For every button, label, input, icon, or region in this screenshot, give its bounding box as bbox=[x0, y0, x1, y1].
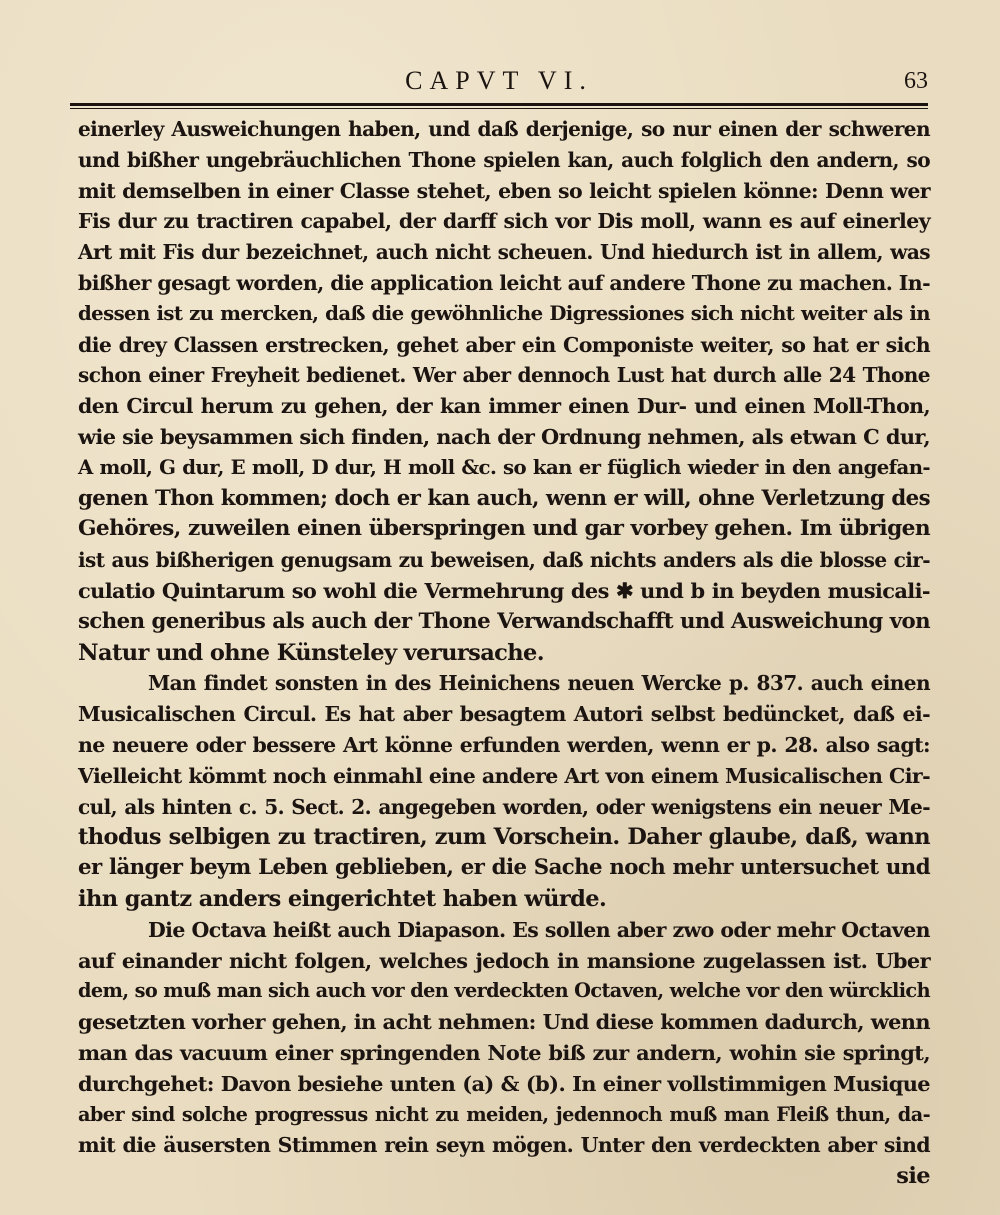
catchword: sie bbox=[896, 1163, 930, 1190]
text-line: Gehöres, zuweilen einen überspringen und gar vorbey gehen. Im übrigen bbox=[78, 516, 930, 542]
text-line: dessen ist zu mercken, daß die gewöhnliche Digressiones sich nicht weiter als in bbox=[78, 301, 930, 325]
text-line: A moll, G dur, E moll, D dur, H moll &c. so kan er füglich wieder in den angefan- bbox=[78, 455, 930, 479]
text-line: Musicalischen Circul. Es hat aber besagtem Autori selbst bedüncket, daß ei- bbox=[78, 702, 930, 727]
text-line: thodus selbigen zu tractiren, zum Vorschein. Daher glaube, daß, wann bbox=[78, 824, 930, 851]
text-line: bißher gesagt worden, die application leicht auf andere Thone zu machen. In- bbox=[78, 270, 930, 295]
text-line: schon einer Freyheit bedienet. Wer aber dennoch Lust hat durch alle 24 Thone bbox=[78, 363, 930, 388]
text-line: durchgehet: Davon besiehe unten (a) & (b). In einer vollstimmigen Musique bbox=[78, 1070, 930, 1096]
text-line: gesetzten vorher gehen, in acht nehmen: Und diese kommen dadurch, wenn bbox=[78, 1009, 930, 1035]
text-line: ihn gantz anders eingerichtet haben würde. bbox=[78, 885, 607, 912]
text-line: einerley Ausweichungen haben, und daß derjenige, so nur einen der schweren bbox=[78, 117, 930, 141]
running-header bbox=[70, 66, 928, 100]
text-line: und bißher ungebräuchlichen Thone spielen kan, auch folglich den andern, so bbox=[78, 147, 930, 172]
body-text bbox=[78, 114, 930, 1192]
text-line: cul, als hinten c. 5. Sect. 2. angegeben worden, oder wenigstens ein neuer Me- bbox=[78, 794, 930, 819]
text-line: genen Thon kommen; doch er kan auch, wenn er will, ohne Verletzung des bbox=[78, 485, 930, 511]
text-line: die drey Classen erstrecken, gehet aber ein Componiste weiter, so hat er sich bbox=[78, 332, 930, 357]
text-line: ne neuere oder bessere Art könne erfunden werden, wenn er p. 28. also sagt: bbox=[78, 732, 930, 757]
text-line: er länger beym Leben geblieben, er die Sache noch mehr untersuchet und bbox=[78, 855, 930, 881]
text-line: ist aus bißherigen genugsam zu beweisen, daß nichts anders als die blosse cir- bbox=[78, 548, 930, 573]
text-line: Man findet sonsten in des Heinichens neuen Wercke p. 837. auch einen bbox=[148, 671, 930, 696]
text-line: Vielleicht kömmt noch einmahl eine andere Art von einem Musicalischen Cir- bbox=[78, 763, 930, 788]
text-line: auf einander nicht folgen, welches jedoch in mansione zugelassen ist. Uber bbox=[78, 947, 930, 973]
page-number: 63 bbox=[904, 68, 928, 94]
text-line: Natur und ohne Künsteley verursache. bbox=[78, 639, 544, 666]
text-line: dem, so muß man sich auch vor den verdeckten Octaven, welche vor den würcklich bbox=[78, 979, 930, 1003]
text-line: Die Octava heißt auch Diapason. Es sollen aber zwo oder mehr Octaven bbox=[148, 917, 930, 942]
chapter-title: CAPVT VI. bbox=[405, 66, 593, 95]
text-line: Art mit Fis dur bezeichnet, auch nicht scheuen. Und hiedurch ist in allem, was bbox=[78, 240, 930, 265]
text-line: mit demselben in einer Classe stehet, eben so leicht spielen könne: Denn wer bbox=[78, 178, 930, 203]
text-line: Fis dur zu tractiren capabel, der darff sich vor Dis moll, wann es auf einerley bbox=[78, 209, 930, 234]
text-line: man das vacuum einer springenden Note biß zur andern, wohin sie springt, bbox=[78, 1039, 930, 1065]
text-line: aber sind solche progressus nicht zu meiden, jedennoch muß man Fleiß thun, da- bbox=[78, 1102, 930, 1126]
text-line: wie sie beysammen sich finden, nach der Ordnung nehmen, als etwan C dur, bbox=[78, 423, 930, 449]
text-line: mit die äusersten Stimmen rein seyn mögen. Unter den verdeckten aber sind bbox=[78, 1133, 930, 1158]
header-rule bbox=[70, 103, 928, 109]
text-line: culatio Quintarum so wohl die Vermehrung des ✱ und b in beyden musicali- bbox=[78, 577, 930, 603]
text-line: den Circul herum zu gehen, der kan immer einen Dur- und einen Moll-Thon, bbox=[78, 394, 930, 419]
text-line: schen generibus als auch der Thone Verwandschafft und Ausweichung von bbox=[78, 608, 930, 634]
